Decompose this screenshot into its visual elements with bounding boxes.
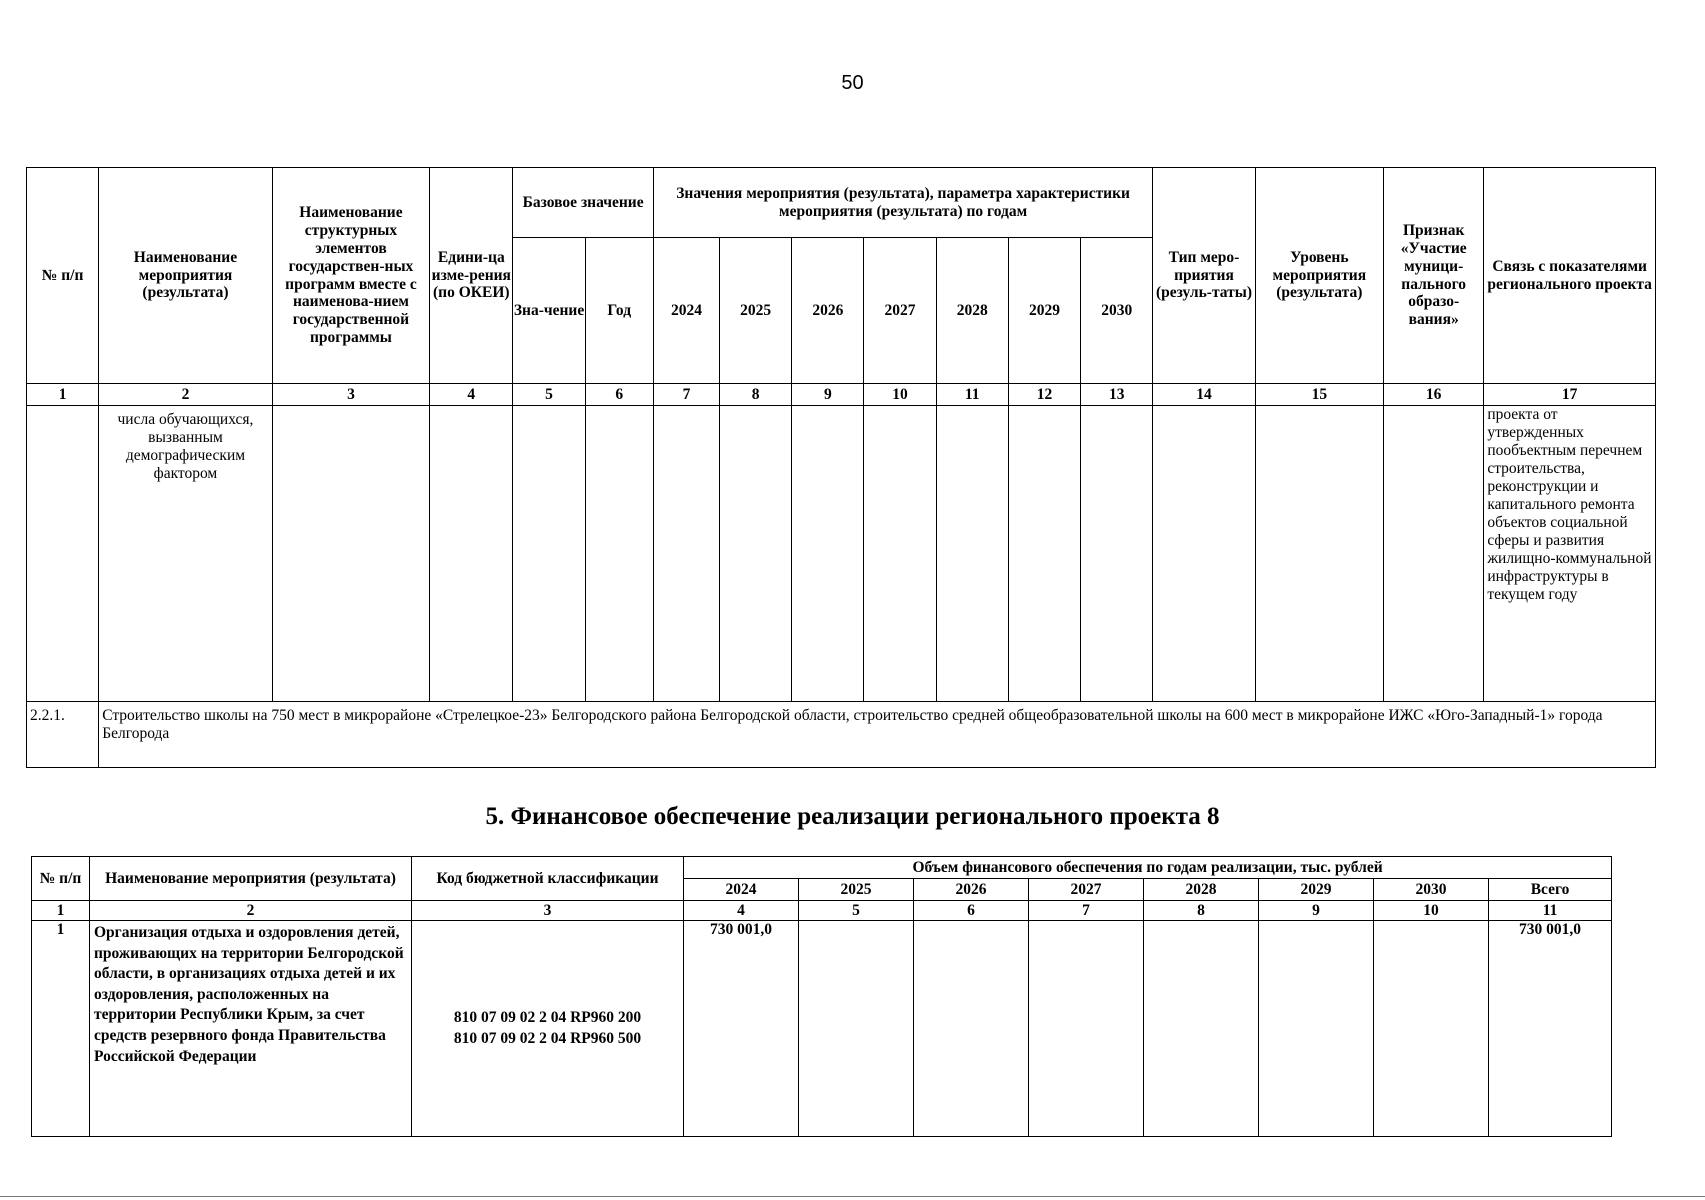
row-number: 2.2.1. bbox=[27, 702, 99, 768]
cell bbox=[864, 406, 936, 702]
cell bbox=[585, 406, 653, 702]
header-unit: Едини-ца изме-рения (по ОКЕИ) bbox=[430, 168, 513, 384]
column-number: 3 bbox=[272, 384, 429, 406]
cell bbox=[936, 406, 1008, 702]
cell bbox=[430, 406, 513, 702]
header-base-year: Год bbox=[585, 238, 653, 384]
column-number: 10 bbox=[1374, 901, 1489, 921]
column-number: 1 bbox=[32, 901, 90, 921]
row-value-2030 bbox=[1374, 921, 1489, 1137]
column-number: 6 bbox=[585, 384, 653, 406]
indicators-table bbox=[26, 167, 1656, 768]
cell bbox=[1081, 406, 1153, 702]
header-base-value: Базовое значение bbox=[513, 168, 653, 238]
column-number: 8 bbox=[1144, 901, 1259, 921]
row-description: Строительство школы на 750 мест в микрорайоне «Стрелецкое-23» Белгородского района Белгородской области, строительство средней общеобразовательной школы на 600 мест в микрорайоне ИЖС «Юго-Западный-1» города Белгорода bbox=[99, 702, 1656, 768]
row-value-2028 bbox=[1144, 921, 1259, 1137]
column-number: 8 bbox=[720, 384, 792, 406]
row-value-2024: 730 001,0 bbox=[684, 921, 799, 1137]
header-base-val: Зна-чение bbox=[513, 238, 585, 384]
header-year-2026: 2026 bbox=[792, 238, 864, 384]
header-total: Всего bbox=[1489, 879, 1612, 901]
header-level: Уровень мероприятия (результата) bbox=[1255, 168, 1383, 384]
header-municipal: Признак «Участие муници-пального образо-вания» bbox=[1384, 168, 1484, 384]
section-title: 5. Финансовое обеспечение реализации регионального проекта 8 bbox=[485, 803, 1220, 830]
row-number: 1 bbox=[32, 921, 90, 1137]
cell bbox=[1153, 406, 1255, 702]
column-number: 12 bbox=[1008, 384, 1080, 406]
cell bbox=[1255, 406, 1383, 702]
header-year-2025: 2025 bbox=[799, 879, 914, 901]
page-bottom-edge bbox=[0, 1196, 1705, 1197]
header-year-2025: 2025 bbox=[720, 238, 792, 384]
column-number: 2 bbox=[90, 901, 412, 921]
table-row bbox=[27, 406, 1656, 702]
column-number: 3 bbox=[412, 901, 684, 921]
header-year-2028: 2028 bbox=[936, 238, 1008, 384]
cell-link-continued: проекта от утвержденных пообъектным перечнем строительства, реконструкции и капитального ремонта объектов социальной сферы и развития жилищно-коммунальной инфраструктуры в текущем году bbox=[1484, 406, 1656, 702]
header-num: № п/п bbox=[27, 168, 99, 384]
header-year-2029: 2029 bbox=[1259, 879, 1374, 901]
budget-code-line: 810 07 09 02 2 04 RP960 200 bbox=[453, 1008, 642, 1026]
header-year-2030: 2030 bbox=[1374, 879, 1489, 901]
column-numbers-row bbox=[27, 384, 1656, 406]
cell bbox=[272, 406, 429, 702]
header-type: Тип меро-приятия (резуль-таты) bbox=[1153, 168, 1255, 384]
header-num: № п/п bbox=[32, 857, 90, 901]
column-number: 11 bbox=[1489, 901, 1612, 921]
column-number: 17 bbox=[1484, 384, 1656, 406]
column-number: 7 bbox=[1029, 901, 1144, 921]
cell bbox=[1008, 406, 1080, 702]
column-number: 6 bbox=[914, 901, 1029, 921]
header-year-2029: 2029 bbox=[1008, 238, 1080, 384]
row-value-2025 bbox=[799, 921, 914, 1137]
column-number: 5 bbox=[799, 901, 914, 921]
column-number: 9 bbox=[792, 384, 864, 406]
header-year-2027: 2027 bbox=[864, 238, 936, 384]
column-number: 7 bbox=[653, 384, 719, 406]
page-number: 50 bbox=[841, 72, 864, 94]
header-volume-group: Объем финансового обеспечения по годам реализации, тыс. рублей bbox=[684, 857, 1612, 879]
row-total: 730 001,0 bbox=[1489, 921, 1612, 1137]
cell bbox=[513, 406, 585, 702]
column-number: 13 bbox=[1081, 384, 1153, 406]
cell bbox=[27, 406, 99, 702]
column-number: 4 bbox=[684, 901, 799, 921]
column-number: 1 bbox=[27, 384, 99, 406]
column-number: 9 bbox=[1259, 901, 1374, 921]
column-numbers-row bbox=[32, 901, 1612, 921]
header-year-2030: 2030 bbox=[1081, 238, 1153, 384]
row-value-2029 bbox=[1259, 921, 1374, 1137]
column-number: 11 bbox=[936, 384, 1008, 406]
header-year-2026: 2026 bbox=[914, 879, 1029, 901]
row-budget-code bbox=[412, 921, 684, 1137]
column-number: 2 bbox=[99, 384, 273, 406]
column-number: 10 bbox=[864, 384, 936, 406]
column-number: 16 bbox=[1384, 384, 1484, 406]
cell bbox=[653, 406, 719, 702]
column-number: 14 bbox=[1153, 384, 1255, 406]
budget-code-line: 810 07 09 02 2 04 RP960 500 bbox=[453, 1029, 642, 1047]
header-budget-code: Код бюджетной классификации bbox=[412, 857, 684, 901]
column-number: 4 bbox=[430, 384, 513, 406]
row-value-2027 bbox=[1029, 921, 1144, 1137]
row-name: Организация отдыха и оздоровления детей, проживающих на территории Белгородской области, в организациях отдыха детей и их оздоровления, расположенных на территории Республики Крым, за счет средств резервного фонда Правительства Российской Федерации bbox=[90, 921, 412, 1137]
cell-name-continued: числа обучающихся, вызванным демографическим фактором bbox=[99, 406, 273, 702]
cell bbox=[1384, 406, 1484, 702]
header-name: Наименование мероприятия (результата) bbox=[99, 168, 273, 384]
table-row bbox=[32, 921, 1612, 1137]
header-years-group: Значения мероприятия (результата), параметра характеристики мероприятия (результата) по годам bbox=[653, 168, 1153, 238]
column-number: 5 bbox=[513, 384, 585, 406]
column-number: 15 bbox=[1255, 384, 1383, 406]
table-row bbox=[27, 702, 1656, 768]
header-link: Связь с показателями регионального проекта bbox=[1484, 168, 1656, 384]
header-name: Наименование мероприятия (результата) bbox=[90, 857, 412, 901]
header-year-2027: 2027 bbox=[1029, 879, 1144, 901]
header-year-2024: 2024 bbox=[653, 238, 719, 384]
header-year-2024: 2024 bbox=[684, 879, 799, 901]
row-value-2026 bbox=[914, 921, 1029, 1137]
cell bbox=[720, 406, 792, 702]
header-year-2028: 2028 bbox=[1144, 879, 1259, 901]
cell bbox=[792, 406, 864, 702]
header-structural-elements: Наименование структурных элементов государствен-ных программ вместе с наименова-нием государственной программы bbox=[272, 168, 429, 384]
financing-table bbox=[31, 856, 1612, 1137]
